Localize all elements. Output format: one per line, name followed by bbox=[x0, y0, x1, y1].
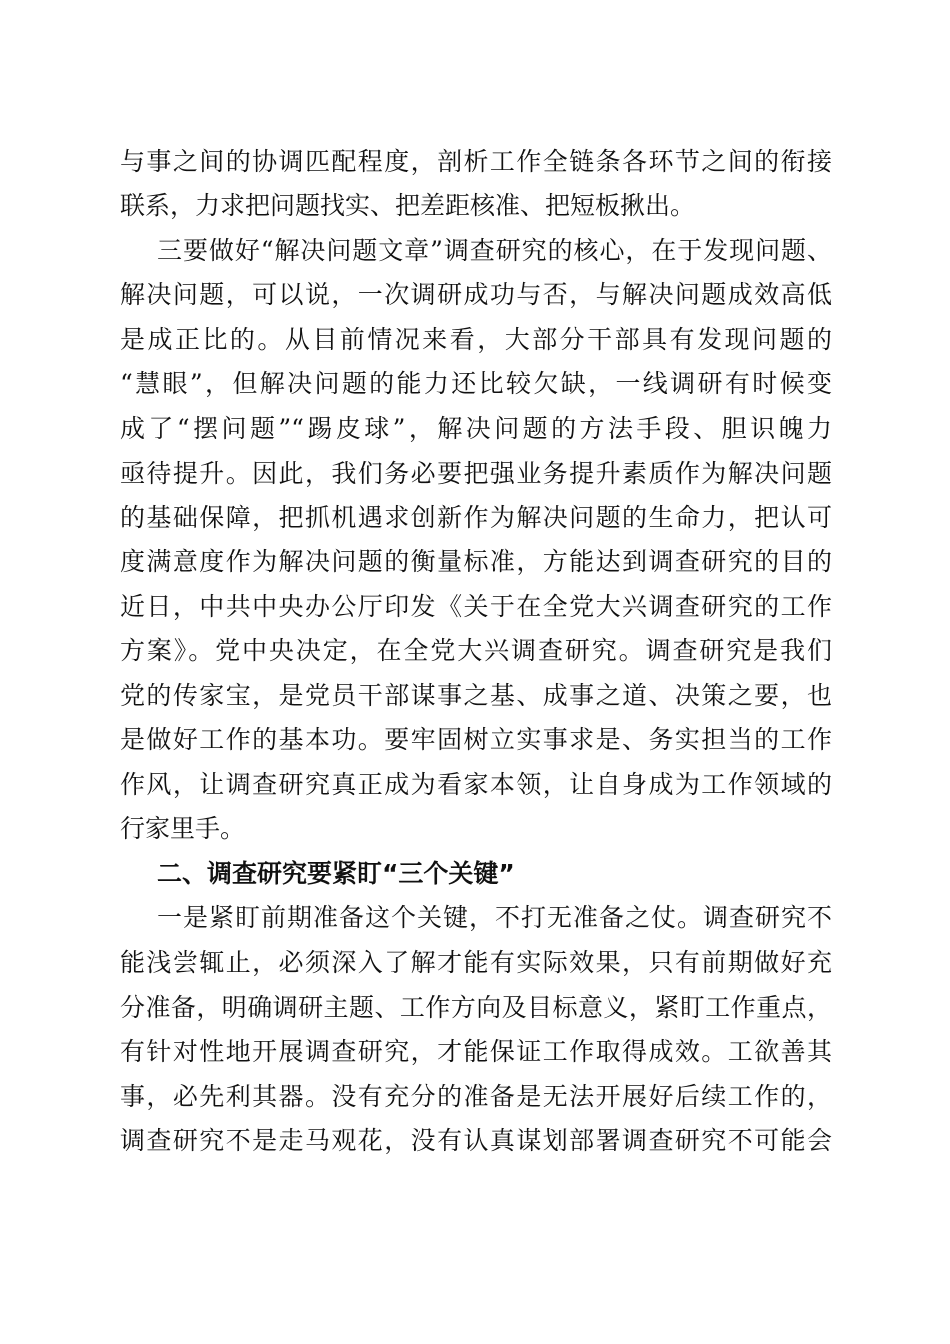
text-line: 近日，中共中央办公厅印发《关于在全党大兴调查研究的工作 bbox=[120, 592, 832, 621]
text-line: 联系，力求把问题找实、把差距核准、把短板揪出。 bbox=[120, 191, 696, 220]
text-line: 亟待提升。因此，我们务必要把强业务提升素质作为解决问题 bbox=[120, 459, 832, 488]
text-line: 党的传家宝，是党员干部谋事之基、成事之道、决策之要，也 bbox=[120, 681, 832, 710]
paragraph-start-line: 一是紧盯前期准备这个关键，不打无准备之仗。调查研究不 bbox=[157, 903, 832, 932]
text-line: 的基础保障，把抓机遇求创新作为解决问题的生命力，把认可 bbox=[120, 503, 832, 532]
text-line: 作风，让调查研究真正成为看家本领，让自身成为工作领域的 bbox=[120, 770, 832, 799]
text-line: 与事之间的协调匹配程度，剖析工作全链条各环节之间的衔接 bbox=[120, 147, 832, 176]
paragraph-start-line: 三要做好“解决问题文章”调查研究的核心，在于发现问题、 bbox=[157, 236, 832, 265]
text-line: 能浅尝辄止，必须深入了解才能有实际效果，只有前期做好充 bbox=[120, 948, 832, 977]
text-line: 有针对性地开展调查研究，才能保证工作取得成效。工欲善其 bbox=[120, 1037, 832, 1066]
text-line: 成了“摆问题”“踢皮球”，解决问题的方法手段、胆识魄力 bbox=[120, 414, 832, 443]
text-line: 调查研究不是走马观花，没有认真谋划部署调查研究不可能会 bbox=[120, 1126, 832, 1155]
text-line: 事，必先利其器。没有充分的准备是无法开展好后续工作的， bbox=[120, 1082, 832, 1111]
section-heading: 二、调查研究要紧盯“三个关键” bbox=[157, 859, 515, 888]
text-line: “慧眼”，但解决问题的能力还比较欠缺，一线调研有时候变 bbox=[120, 369, 832, 398]
text-line: 是做好工作的基本功。要牢固树立实事求是、务实担当的工作 bbox=[120, 725, 832, 754]
text-line: 方案》。党中央决定，在全党大兴调查研究。调查研究是我们 bbox=[120, 636, 832, 665]
text-line: 解决问题，可以说，一次调研成功与否，与解决问题成效高低 bbox=[120, 280, 832, 309]
text-line: 分准备，明确调研主题、工作方向及目标意义，紧盯工作重点， bbox=[120, 993, 832, 1022]
text-line: 是成正比的。从目前情况来看，大部分干部具有发现问题的 bbox=[120, 325, 832, 354]
text-line: 度满意度作为解决问题的衡量标准，方能达到调查研究的目的 bbox=[120, 547, 832, 576]
text-line: 行家里手。 bbox=[120, 814, 246, 843]
